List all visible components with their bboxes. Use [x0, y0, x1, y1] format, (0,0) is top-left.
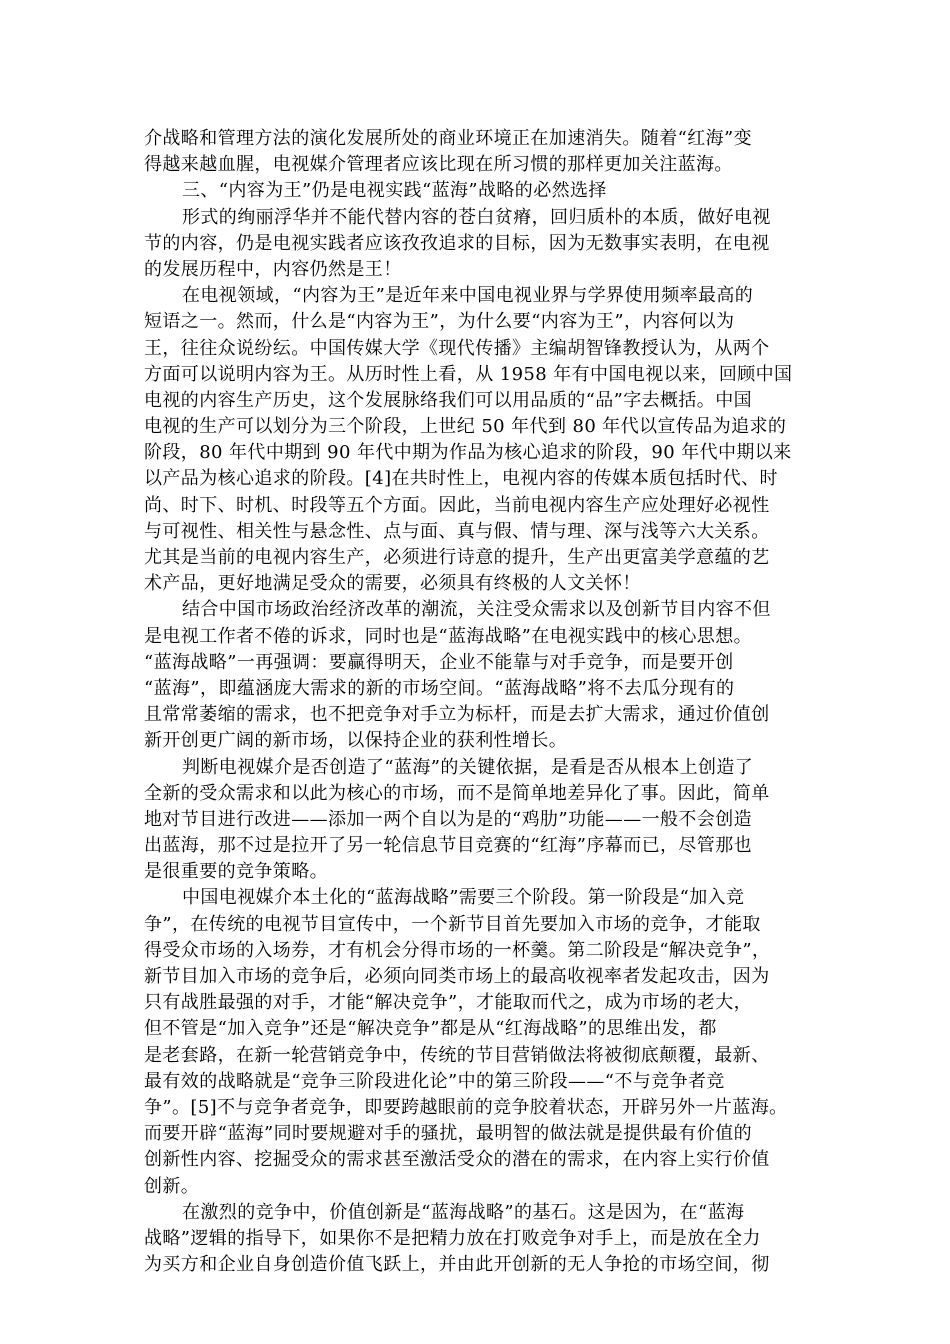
text-line: 节的内容，仍是电视实践者应该孜孜追求的目标，因为无数事实表明，在电视 [144, 232, 770, 254]
text-line: “蓝海”，即蕴涵庞大需求的新的市场空间。“蓝海战略”将不去瓜分现有的 [144, 677, 735, 699]
text-line: 三、“内容为王”仍是电视实践“蓝海”战略的必然选择 [182, 180, 607, 202]
text-line: 最有效的战略就是“竞争三阶段进化论”中的第三阶段——“不与竞争者竞 [144, 1070, 725, 1092]
text-line: 战略”逻辑的指导下，如果你不是把精力放在打败竞争对手上，而是放在全力 [144, 1227, 761, 1249]
text-line: 与可视性、相关性与悬念性、点与面、真与假、情与理、深与浅等六大关系。 [144, 520, 770, 542]
text-line: 形式的绚丽浮华并不能代替内容的苍白贫瘠，回归质朴的本质，做好电视 [182, 206, 771, 228]
text-line: 尤其是当前的电视内容生产，必须进行诗意的提升，生产出更富美学意蕴的艺 [144, 547, 770, 568]
text-line: 地对节目进行改进——添加一两个自以为是的“鸡肋”功能——一般不会创造 [144, 808, 753, 830]
text-line: 争”。[5]不与竞争者竞争，即要跨越眼前的竞争胶着状态，开辟另外一片蓝海。 [144, 1096, 788, 1118]
text-line: 短语之一。然而，什么是“内容为王”，为什么要“内容为王”，内容何以为 [144, 311, 735, 333]
text-line: 得越来越血腥，电视媒介管理者应该比现在所习惯的那样更加关注蓝海。 [144, 154, 733, 176]
text-line: 是电视工作者不倦的诉求，同时也是“蓝海战略”在电视实践中的核心思想。 [144, 625, 753, 647]
text-line: 出蓝海，那不过是拉开了另一轮信息节目竞赛的“红海”序幕而已，尽管那也 [144, 835, 753, 857]
text-line: 是很重要的竞争策略。 [144, 861, 328, 883]
text-line: 在激烈的竞争中，价值创新是“蓝海战略”的基石。这是因为，在“蓝海 [182, 1201, 745, 1223]
text-line: 判断电视媒介是否创造了“蓝海”的关键依据，是看是否从根本上创造了 [182, 756, 754, 778]
text-line: 尚、时下、时机、时段等五个方面。因此，当前电视内容生产应处理好必视性 [144, 494, 770, 516]
text-line: 术产品，更好地满足受众的需要，必须具有终极的人文关怀！ [144, 573, 641, 595]
text-line: 王，往往众说纷纭。中国传媒大学《现代传播》主编胡智锋教授认为，从两个 [144, 337, 770, 359]
text-line: 且常常萎缩的需求，也不把竞争对手立为标杆，而是去扩大需求，通过价值创 [144, 704, 770, 726]
text-line: 以产品为核心追求的阶段。[4]在共时性上，电视内容的传媒本质包括时代、时 [144, 468, 778, 490]
document-page [144, 126, 804, 1278]
text-line: 创新性内容、挖掘受众的需求甚至激活受众的潜在的需求，在内容上实行价值 [144, 1149, 770, 1171]
text-line: 新节目加入市场的竞争后，必须向同类市场上的最高收视率者发起攻击，因为 [144, 966, 770, 987]
text-line: 方面可以说明内容为王。从历时性上看，从 1958 年有中国电视以来，回顾中国 [144, 363, 793, 385]
text-line: 得受众市场的入场券，才有机会分得市场的一杯羹。第二阶段是“解决竞争”， [144, 939, 771, 961]
text-line: 争”，在传统的电视节目宣传中，一个新节目首先要加入市场的竞争，才能取 [144, 913, 761, 935]
text-line: 在电视领域，“内容为王”是近年来中国电视业界与学界使用频率最高的 [182, 285, 754, 307]
text-line: 新开创更广阔的新市场，以保持企业的获利性增长。 [144, 730, 568, 752]
text-line: 中国电视媒介本土化的“蓝海战略”需要三个阶段。第一阶段是“加入竞 [182, 887, 745, 909]
text-line: 创新。 [144, 1175, 200, 1197]
text-line: 介战略和管理方法的演化发展所处的商业环境正在加速消失。随着“红海”变 [144, 128, 753, 149]
text-line: 的发展历程中，内容仍然是王！ [144, 258, 402, 280]
text-line: 电视的生产可以划分为三个阶段，上世纪 50 年代到 80 年代以宣传品为追求的 [144, 416, 787, 438]
text-line: 电视的内容生产历史，这个发展脉络我们可以用品质的“品”字去概括。中国 [144, 389, 753, 411]
text-line: 只有战胜最强的对手，才能“解决竞争”，才能取而代之，成为市场的老大， [144, 992, 753, 1014]
text-line: 为买方和企业自身创造价值飞跃上，并由此开创新的无人争抢的市场空间，彻 [144, 1254, 770, 1276]
text-line: 但不管是“加入竞争”还是“解决竞争”都是从“红海战略”的思维出发，都 [144, 1018, 717, 1040]
text-line: “蓝海战略”一再强调：要赢得明天，企业不能靠与对手竞争，而是要开创 [144, 651, 734, 673]
text-line: 是老套路，在新一轮营销竞争中，传统的节目营销做法将被彻底颠覆，最新、 [144, 1044, 770, 1066]
text-line: 而要开辟“蓝海”同时要规避对手的骚扰，最明智的做法就是提供最有价值的 [144, 1123, 753, 1145]
text-line: 结合中国市场政治经济改革的潮流，关注受众需求以及创新节目内容不但 [182, 599, 771, 621]
text-line: 全新的受众需求和以此为核心的市场，而不是简单地差异化了事。因此，简单 [144, 782, 770, 804]
text-line: 阶段，80 年代中期到 90 年代中期为作品为核心追求的阶段，90 年代中期以来 [144, 442, 792, 464]
